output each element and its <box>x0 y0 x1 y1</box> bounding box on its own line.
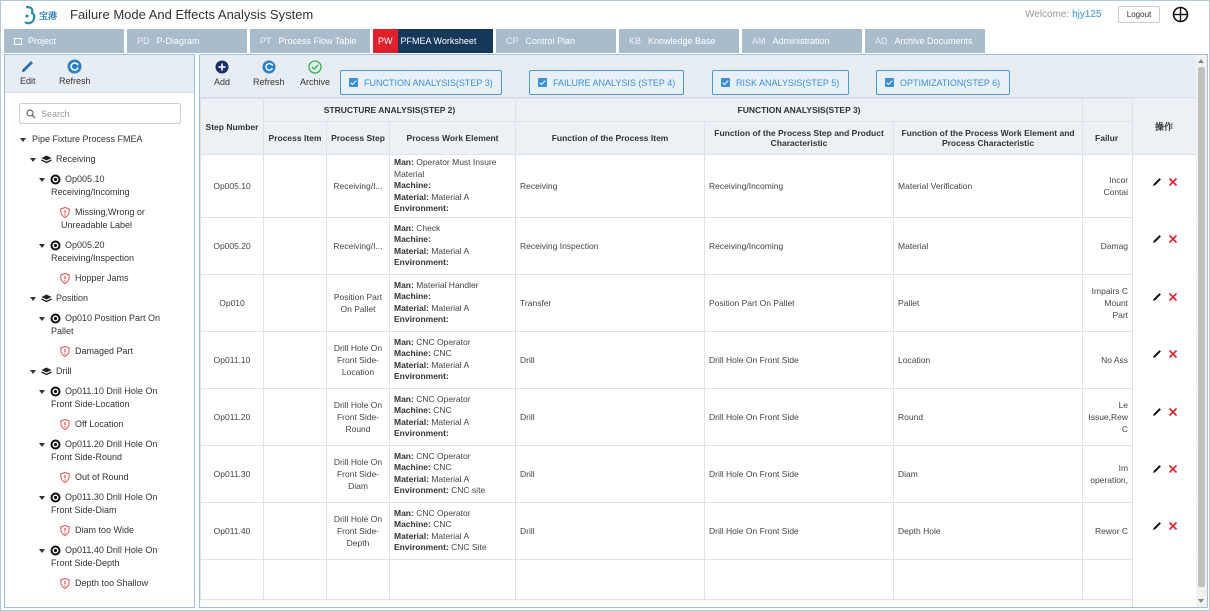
app-title: Failure Mode And Effects Analysis System <box>70 7 314 22</box>
edit-button[interactable] <box>20 59 36 86</box>
tab-abbr: PD <box>137 36 150 46</box>
material-label: Material: <box>394 245 429 256</box>
step5-risk-analysis-toggle[interactable] <box>712 70 849 95</box>
environment-value: CNC Site <box>451 542 487 552</box>
tab-label: Project <box>28 36 57 46</box>
folder-icon <box>14 38 22 45</box>
tab-pfmea-worksheet[interactable] <box>373 29 493 53</box>
cell-process-step: Drill Hole On Front Side-Round <box>327 388 390 445</box>
pencil-icon <box>20 59 35 74</box>
col-process-step: Process Step <box>327 122 390 155</box>
man-value: Material Handler <box>416 279 479 290</box>
tree-search-box[interactable] <box>19 103 181 124</box>
man-label: Man: <box>394 507 414 518</box>
tab-label: Process Flow Table <box>278 36 357 46</box>
worksheet-toolbar <box>200 55 1207 98</box>
machine-value: CNC <box>433 462 452 472</box>
col-function-work-element: Function of the Process Work Element and Process Characteristic <box>894 122 1083 155</box>
man-value: CNC Operator <box>416 507 471 518</box>
man-value: CNC Operator <box>416 336 471 347</box>
machine-value: CNC <box>433 348 452 358</box>
search-icon <box>26 109 36 119</box>
tree-node-label: Position <box>56 293 89 303</box>
environment-label: Environment: <box>394 542 449 552</box>
table-row[interactable] <box>201 445 1209 502</box>
col-failure: Failur <box>1083 122 1208 155</box>
refresh-label: Refresh <box>253 77 285 87</box>
step4-failure-analysis-toggle[interactable] <box>529 70 684 95</box>
material-label: Material: <box>394 191 429 202</box>
structure-tree-panel <box>4 54 195 608</box>
layers-icon <box>41 294 52 304</box>
tree-node-label: Op005.20 Receiving/Inspection <box>51 240 135 263</box>
environment-label: Environment: <box>394 257 449 267</box>
material-value: Material A <box>431 473 470 484</box>
tab-abbr: KB <box>629 36 642 46</box>
cell-step-number: Op005.20 <box>201 217 264 274</box>
cell-process-item <box>264 331 327 388</box>
delete-x-icon[interactable] <box>1168 292 1178 302</box>
edit-pencil-icon[interactable] <box>1152 407 1162 417</box>
machine-label: Machine: <box>394 234 431 244</box>
checkbox-checked-icon <box>349 78 358 87</box>
environment-label: Environment: <box>394 203 449 213</box>
cell-step-number: Op010 <box>201 274 264 331</box>
add-button[interactable] <box>214 60 230 87</box>
tree-node-label: Off Location <box>75 419 124 429</box>
delete-x-icon[interactable] <box>1168 464 1178 474</box>
worksheet-panel <box>199 54 1208 608</box>
tree-node-label: Receiving <box>56 154 96 164</box>
failure-value: Damag <box>1100 240 1129 251</box>
checkbox-checked-icon <box>885 78 894 87</box>
tab-archive-documents[interactable] <box>865 29 985 53</box>
environment-label: Environment: <box>394 485 449 495</box>
top-bar <box>1 1 1209 28</box>
col-step-number: Step Number <box>201 99 264 155</box>
man-value: CNC Operator <box>416 450 471 461</box>
tree-node-label: Drill <box>56 366 72 376</box>
check-circle-icon <box>308 60 322 74</box>
col-process-work-element: Process Work Element <box>390 122 516 155</box>
failure-value: Incor Contai <box>1103 174 1129 197</box>
caret-down-icon[interactable] <box>30 158 36 162</box>
man-value: CNC Operator <box>416 393 471 404</box>
cell-process-step: Position Part On Pallet <box>327 274 390 331</box>
tree-node-label: Out of Round <box>75 472 129 482</box>
checkbox-checked-icon <box>721 78 730 87</box>
row-actions <box>1133 521 1196 531</box>
caret-down-icon[interactable] <box>30 297 36 301</box>
machine-label: Machine: <box>394 519 431 529</box>
cell-function-process-item: Receiving Inspection <box>516 217 705 274</box>
layers-icon <box>41 367 52 377</box>
cell-function-process-item: Drill <box>516 502 705 559</box>
logo-mark-icon <box>23 5 37 25</box>
cell-process-step: Drill Hole On Front Side-Location <box>327 331 390 388</box>
delete-x-icon[interactable] <box>1168 349 1178 359</box>
cell-process-item <box>264 388 327 445</box>
cell-process-step: Receiving/I... <box>327 155 390 218</box>
material-value: Material A <box>431 245 470 256</box>
cell-function-work-element: Round <box>894 388 1083 445</box>
machine-label: Machine: <box>394 180 431 190</box>
material-label: Material: <box>394 530 429 541</box>
row-actions <box>1133 292 1196 302</box>
material-value: Material A <box>431 359 470 370</box>
cell-process-step: Receiving/I... <box>327 217 390 274</box>
failure-value: Impairs C Mount Part <box>1091 285 1129 320</box>
tree-node-label: Op011.10 Drill Hole On Front Side-Location <box>51 386 158 409</box>
cell-step-number: Op011.20 <box>201 388 264 445</box>
failure-value: No Ass <box>1101 354 1129 365</box>
pfmea-table-wrapper <box>200 98 1197 600</box>
cell-function-process-item: Receiving <box>516 155 705 218</box>
cell-function-process-step: Drill Hole On Front Side <box>705 445 894 502</box>
man-value: Check <box>416 222 441 233</box>
caret-down-icon[interactable] <box>20 138 26 142</box>
pfmea-table <box>200 98 1208 600</box>
delete-x-icon[interactable] <box>1168 521 1178 531</box>
man-label: Man: <box>394 336 414 347</box>
tab-label: Control Plan <box>525 36 576 46</box>
cell-process-work-element <box>390 155 516 218</box>
vertical-scrollbar[interactable] <box>1196 55 1207 607</box>
cell-process-work-element <box>390 331 516 388</box>
caret-down-icon[interactable] <box>39 390 45 394</box>
edit-pencil-icon[interactable] <box>1152 464 1162 474</box>
tab-abbr: CP <box>506 36 519 46</box>
actions-column <box>1132 98 1195 608</box>
row-actions <box>1133 349 1196 359</box>
logout-button[interactable]: Logout <box>1118 6 1160 23</box>
row-actions <box>1133 177 1196 187</box>
cell-process-work-element <box>390 274 516 331</box>
step-label: OPTIMIZATION(STEP 6) <box>900 77 1001 88</box>
man-label: Man: <box>394 279 414 290</box>
tree-node-label: Diam too Wide <box>75 525 135 535</box>
step3-function-analysis-toggle[interactable] <box>340 70 502 95</box>
cell-step-number: Op005.10 <box>201 155 264 218</box>
cell-process-item <box>264 502 327 559</box>
machine-value: CNC <box>433 405 452 415</box>
edit-pencil-icon[interactable] <box>1152 234 1162 244</box>
cell-step-number: Op011.30 <box>201 445 264 502</box>
edit-pencil-icon[interactable] <box>1152 177 1162 187</box>
layers-icon <box>41 155 52 165</box>
cell-function-process-item: Drill <box>516 331 705 388</box>
material-label: Material: <box>394 473 429 484</box>
search-input[interactable] <box>41 109 171 119</box>
man-label: Man: <box>394 450 414 461</box>
tab-label: Administration <box>772 36 830 46</box>
failure-value: Rewor C <box>1094 525 1129 536</box>
col-operations: 操作 <box>1133 98 1195 155</box>
failure-value: Le Issue,Rew C <box>1088 399 1129 434</box>
cell-function-process-step: Receiving/Incoming <box>705 217 894 274</box>
col-function-process-step: Function of the Process Step and Product Characteristic <box>705 122 894 155</box>
scroll-down-arrow-icon[interactable] <box>1198 599 1204 603</box>
cell-process-work-element <box>390 502 516 559</box>
empty-row <box>201 559 1209 599</box>
cell-function-process-step: Drill Hole On Front Side <box>705 388 894 445</box>
delete-x-icon[interactable] <box>1168 177 1178 187</box>
man-value: Operator Must Insure Material <box>394 157 497 179</box>
tab-abbr: AM <box>752 36 766 46</box>
cell-function-process-item: Drill <box>516 388 705 445</box>
environment-label: Environment: <box>394 428 449 438</box>
material-label: Material: <box>394 302 429 313</box>
environment-label: Environment: <box>394 371 449 381</box>
material-value: Material A <box>431 191 470 202</box>
tab-knowledge-base[interactable] <box>619 29 739 53</box>
environment-label: Environment: <box>394 314 449 324</box>
checkbox-checked-icon <box>538 78 547 87</box>
tree-node-label: Op011.30 Drill Hole On Front Side-Diam <box>51 492 158 515</box>
tab-p-diagram[interactable] <box>127 29 247 53</box>
cell-process-item <box>264 155 327 218</box>
tree-node-label: Depth too Shallow <box>75 578 149 588</box>
refresh-icon <box>67 59 82 74</box>
table-row[interactable] <box>201 388 1209 445</box>
table-row[interactable] <box>201 502 1209 559</box>
edit-pencil-icon[interactable] <box>1152 349 1162 359</box>
refresh-label: Refresh <box>59 76 91 86</box>
col-process-item: Process Item <box>264 122 327 155</box>
cell-function-process-step: Position Part On Pallet <box>705 274 894 331</box>
tree-node-label: Op005.10 Receiving/Incoming <box>51 174 130 197</box>
tree-node-label: Hopper Jams <box>75 273 129 283</box>
machine-label: Machine: <box>394 348 431 358</box>
cell-process-work-element <box>390 388 516 445</box>
table-row[interactable] <box>201 155 1209 218</box>
group-function-analysis: FUNCTION ANALYSIS(STEP 3) <box>516 99 1083 122</box>
tab-label: P-Diagram <box>156 36 200 46</box>
man-label: Man: <box>394 222 414 233</box>
step-label: FUNCTION ANALYSIS(STEP 3) <box>364 77 493 88</box>
tab-project[interactable] <box>4 29 124 53</box>
caret-down-icon[interactable] <box>30 370 36 374</box>
cell-process-work-element <box>390 445 516 502</box>
cell-step-number: Op011.40 <box>201 502 264 559</box>
tree-node-label: Damaged Part <box>75 346 134 356</box>
worksheet-refresh-button[interactable] <box>253 60 285 87</box>
cell-process-item <box>264 274 327 331</box>
delete-x-icon[interactable] <box>1168 407 1178 417</box>
material-label: Material: <box>394 359 429 370</box>
caret-down-icon[interactable] <box>39 178 45 182</box>
add-label: Add <box>214 77 231 87</box>
row-actions <box>1133 234 1196 244</box>
edit-label: Edit <box>20 76 36 86</box>
caret-down-icon[interactable] <box>39 496 45 500</box>
material-value: Material A <box>431 302 470 313</box>
refresh-icon <box>262 60 276 74</box>
machine-label: Machine: <box>394 291 431 301</box>
tab-abbr: PW <box>373 29 398 53</box>
logo <box>23 4 61 26</box>
logo-text: 宝港 <box>39 10 58 21</box>
scroll-up-arrow-icon[interactable] <box>1198 59 1204 63</box>
cell-function-process-item: Drill <box>516 445 705 502</box>
table-row[interactable] <box>201 274 1209 331</box>
material-value: Material A <box>431 416 470 427</box>
material-label: Material: <box>394 416 429 427</box>
tab-abbr: AD <box>875 36 888 46</box>
tab-administration[interactable] <box>742 29 862 53</box>
cell-process-item <box>264 445 327 502</box>
step6-optimization-toggle[interactable] <box>876 70 1010 95</box>
caret-down-icon[interactable] <box>39 443 45 447</box>
cell-function-work-element: Pallet <box>894 274 1083 331</box>
caret-down-icon[interactable] <box>39 549 45 553</box>
username-link[interactable]: hjy125 <box>1072 9 1102 20</box>
caret-down-icon[interactable] <box>39 244 45 248</box>
man-label: Man: <box>394 157 414 167</box>
tab-abbr: PT <box>260 36 272 46</box>
cell-function-process-step: Drill Hole On Front Side <box>705 502 894 559</box>
cell-process-work-element <box>390 217 516 274</box>
cell-function-work-element: Depth Hole <box>894 502 1083 559</box>
edit-pencil-icon[interactable] <box>1152 521 1162 531</box>
cell-function-process-step: Receiving/Incoming <box>705 155 894 218</box>
cell-function-process-step: Drill Hole On Front Side <box>705 331 894 388</box>
scroll-thumb[interactable] <box>1198 67 1205 587</box>
tree-toolbar <box>5 55 194 93</box>
cell-process-step: Drill Hole On Front Side-Depth <box>327 502 390 559</box>
tree-node-label: Op011.40 Drill Hole On Front Side-Depth <box>51 545 158 568</box>
step-label: FAILURE ANALYSIS (STEP 4) <box>553 77 676 88</box>
edit-pencil-icon[interactable] <box>1152 292 1162 302</box>
cell-function-work-element: Diam <box>894 445 1083 502</box>
man-label: Man: <box>394 393 414 404</box>
cell-step-number: Op011.10 <box>201 331 264 388</box>
tree-node-label: Pipe Fixture Process FMEA <box>32 134 143 144</box>
tree-node-label: Op011.20 Drill Hole On Front Side-Round <box>51 439 158 462</box>
material-value: Material A <box>431 530 470 541</box>
cell-function-work-element: Location <box>894 331 1083 388</box>
machine-label: Machine: <box>394 405 431 415</box>
cell-process-item <box>264 217 327 274</box>
delete-x-icon[interactable] <box>1168 234 1178 244</box>
caret-down-icon[interactable] <box>39 317 45 321</box>
group-structure-analysis: STRUCTURE ANALYSIS(STEP 2) <box>264 99 516 122</box>
welcome-text <box>1025 9 1102 20</box>
tree-node-label: Missing,Wrong or Unreadable Label <box>61 207 145 230</box>
tab-label: Knowledge Base <box>648 36 716 46</box>
failure-value: Im operation, <box>1090 462 1129 485</box>
step-label: RISK ANALYSIS(STEP 5) <box>736 77 840 88</box>
language-globe-icon[interactable] <box>1172 6 1189 23</box>
table-row[interactable] <box>201 217 1209 274</box>
cell-function-process-item: Transfer <box>516 274 705 331</box>
table-row[interactable] <box>201 331 1209 388</box>
tab-label: PFMEA Worksheet <box>400 36 477 46</box>
tab-process-flow-table[interactable] <box>250 29 370 53</box>
cell-process-step: Drill Hole On Front Side-Diam <box>327 445 390 502</box>
archive-button[interactable] <box>300 60 330 87</box>
tab-label: Archive Documents <box>894 36 973 46</box>
environment-value: CNC site <box>451 485 486 495</box>
add-circle-icon <box>215 60 229 74</box>
row-actions <box>1133 464 1196 474</box>
cell-function-work-element: Material Verification <box>894 155 1083 218</box>
tab-control-plan[interactable] <box>496 29 616 53</box>
tree-node-label: Op010 Position Part On Pallet <box>51 313 161 336</box>
machine-value: CNC <box>433 519 452 529</box>
row-actions <box>1133 407 1196 417</box>
archive-label: Archive <box>300 77 331 87</box>
welcome-label: Welcome: <box>1025 9 1073 20</box>
machine-label: Machine: <box>394 462 431 472</box>
col-function-process-item: Function of the Process Item <box>516 122 705 155</box>
tree-refresh-button[interactable] <box>59 59 91 86</box>
module-tabs <box>4 29 988 53</box>
cell-function-work-element: Material <box>894 217 1083 274</box>
